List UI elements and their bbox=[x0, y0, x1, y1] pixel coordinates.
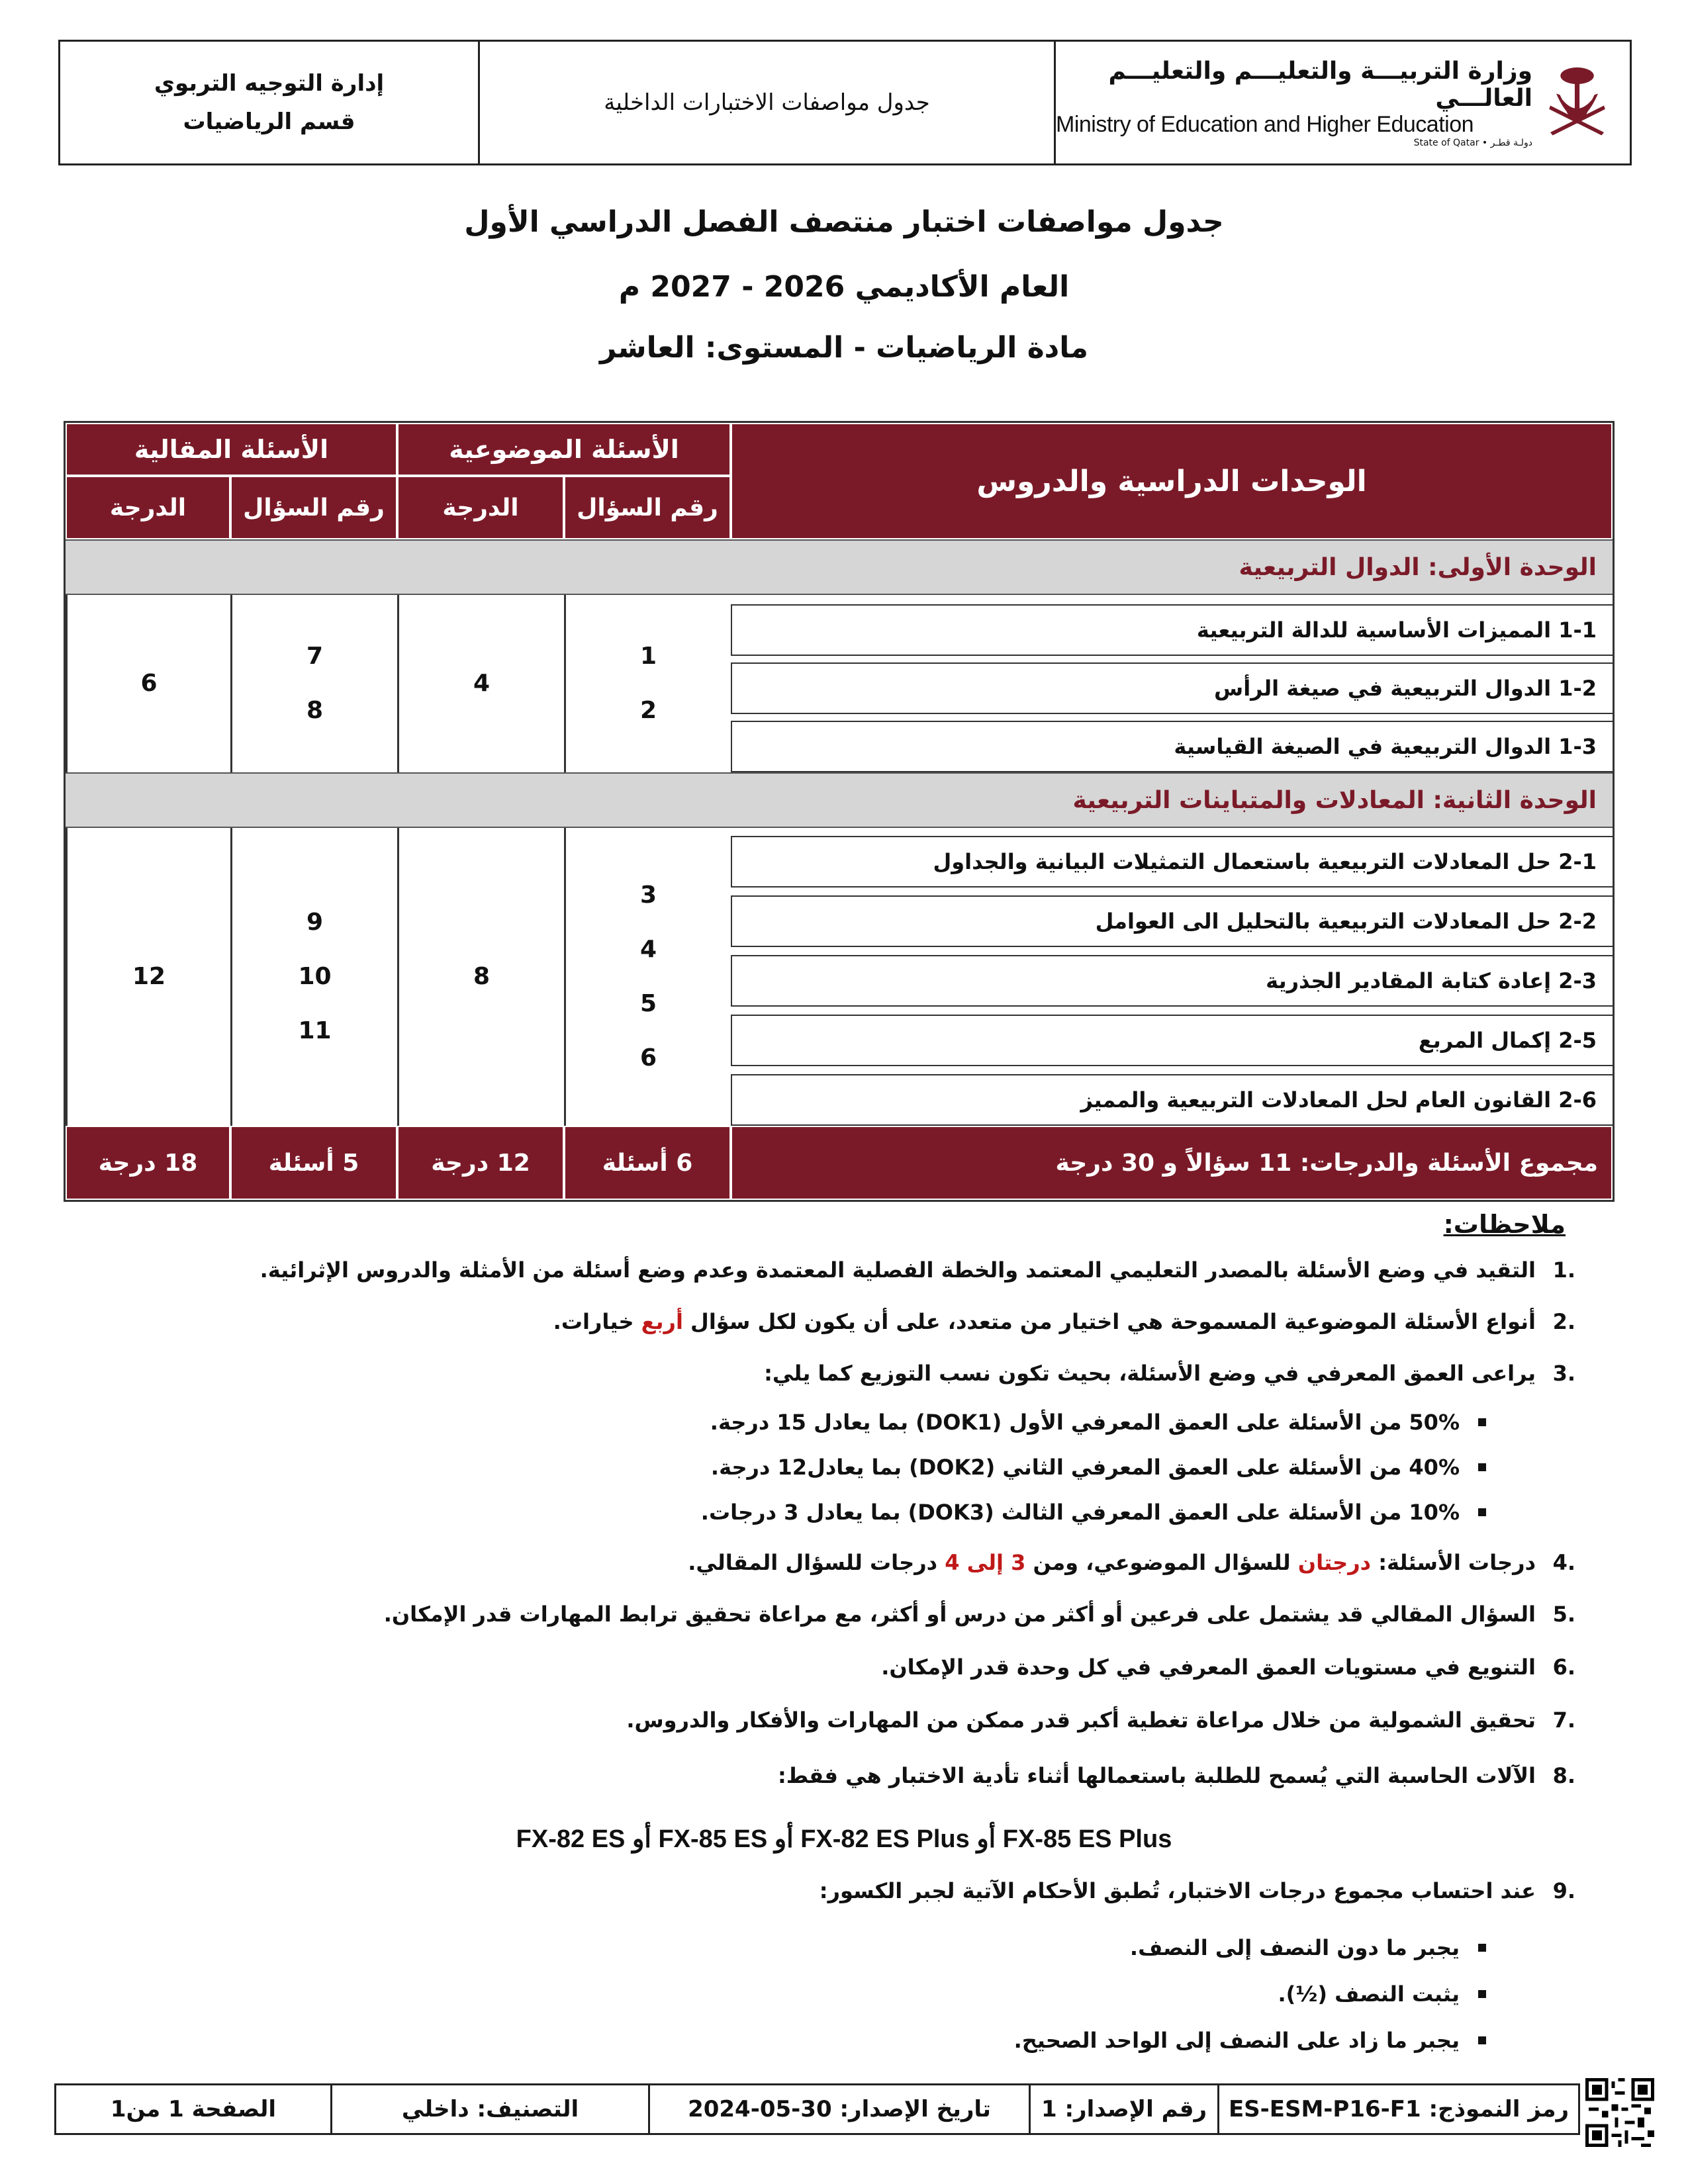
header-essay-qno: رقم السؤال bbox=[230, 476, 397, 539]
note-item: .6 التنويع في مستويات العمق المعرفي في كل وحدة قدر الإمكان. bbox=[881, 1655, 1575, 1680]
qr-code-icon bbox=[1585, 2078, 1654, 2147]
question-number: 9 bbox=[306, 909, 324, 936]
header-dept-cell bbox=[60, 42, 478, 163]
essay-grade-cell bbox=[66, 828, 230, 1126]
ministry-name-ar: وزارة التربيـــة والتعليـــم والتعليـــم العالـــي bbox=[1108, 57, 1532, 112]
question-number: 6 bbox=[639, 1044, 657, 1071]
note-item: .7 تحقيق الشمولية من خلال مراعاة تغطية أكبر قدر ممكن من المهارات والأفكار والدروس. bbox=[626, 1707, 1575, 1733]
note-item: .9 عند احتساب مجموع درجات الاختبار، تُطبق الأحكام الآتية لجبر الكسور: bbox=[819, 1878, 1575, 1903]
rounding-item: يجبر ما زاد على النصف إلى الواحد الصحيح. bbox=[1014, 2028, 1486, 2053]
question-number: 4 bbox=[639, 936, 657, 963]
version-number: رقم الإصدار: 1 bbox=[1029, 2085, 1217, 2133]
question-number: 2 bbox=[639, 697, 657, 724]
unit-title: الوحدة الأولى: الدوال التربيعية bbox=[1239, 553, 1597, 581]
lesson-item: 2-1 حل المعادلات التربيعية باستعمال التمثيلات البيانية والجداول bbox=[731, 836, 1613, 887]
form-code: رمز النموذج: ES-ESM-P16-F1 bbox=[1217, 2085, 1578, 2133]
essay-qno-cell bbox=[230, 828, 397, 1126]
objective-qno-cell bbox=[564, 828, 731, 1126]
header-objective-qno: رقم السؤال bbox=[564, 476, 731, 539]
header-objective-grade: الدرجة bbox=[397, 476, 564, 539]
lesson-item: 1-3 الدوال التربيعية في الصيغة القياسية bbox=[731, 721, 1613, 772]
header-essay-grade: الدرجة bbox=[66, 476, 230, 539]
grade-value: 8 bbox=[473, 963, 491, 990]
subject-level: مادة الرياضيات - المستوى: العاشر bbox=[599, 331, 1089, 365]
question-number: 3 bbox=[639, 882, 657, 909]
grade-value: 4 bbox=[473, 670, 491, 697]
header-essay: الأسئلة المقالية bbox=[66, 423, 397, 476]
header-title: جدول مواصفات الاختبارات الداخلية bbox=[604, 89, 930, 116]
note-item: .3 يراعى العمق المعرفي في وضع الأسئلة، بحيث تكون نسب التوزيع كما يلي: bbox=[764, 1361, 1575, 1386]
issue-date: تاريخ الإصدار: 30-05-2024 bbox=[648, 2085, 1029, 2133]
objective-total-grade: 12 درجة bbox=[397, 1126, 564, 1200]
page-number: الصفحة 1 من1 bbox=[110, 2096, 277, 2122]
lesson-item: 2-6 القانون العام لحل المعادلات التربيعية والمميز bbox=[731, 1074, 1613, 1126]
unit-row bbox=[66, 539, 1613, 595]
qatar-emblem-icon bbox=[1544, 53, 1610, 152]
note-item: .2 أنواع الأسئلة الموضوعية المسموحة هي اختيار من متعدد، على أن يكون لكل سؤال أربع خيارات. bbox=[553, 1309, 1575, 1334]
doc-title: جدول مواصفات اختبار منتصف الفصل الدراسي الأول bbox=[464, 205, 1224, 239]
note-item: .5 السؤال المقالي قد يشتمل على فرعين أو أكثر من درس أو أكثر، مع مراعاة تحقيق ترابط المهارات قدر الإمكان. bbox=[383, 1602, 1575, 1627]
unit-title: الوحدة الثانية: المعادلات والمتباينات التربيعية bbox=[1072, 786, 1597, 814]
question-number: 5 bbox=[639, 990, 657, 1017]
academic-year: العام الأكاديمي 2026 - 2027 م bbox=[618, 270, 1070, 304]
question-number: 11 bbox=[298, 1017, 332, 1044]
dept-name: إدارة التوجيه التربوي bbox=[154, 70, 385, 97]
objective-qno-cell bbox=[564, 595, 731, 772]
dok-item: 50% من الأسئلة على العمق المعرفي الأول (DOK1) بما يعادل 15 درجة. bbox=[710, 1410, 1486, 1435]
document-footer bbox=[54, 2083, 1580, 2135]
notes-title: ملاحظات: bbox=[1443, 1210, 1566, 1239]
table-header bbox=[66, 423, 1613, 539]
question-number: 8 bbox=[306, 697, 324, 724]
note-item: .8 الآلات الحاسبة التي يُسمح للطلبة باستعمالها أثناء تأدية الاختبار هي فقط: bbox=[777, 1763, 1575, 1788]
totals-row bbox=[66, 1126, 1613, 1200]
unit-body bbox=[66, 828, 1613, 1126]
unit-row bbox=[66, 772, 1613, 828]
note-item: .4 درجات الأسئلة: درجتان للسؤال الموضوعي، ومن 3 إلى 4 درجات للسؤال المقالي. bbox=[688, 1550, 1575, 1575]
note-item: .1 التقيد في وضع الأسئلة بالمصدر التعليمي المعتمد والخطة الفصلية المعتمدة وعدم وضع أسئلة من الأمثلة والدروس الإثرائية. bbox=[259, 1257, 1575, 1283]
objective-total-count: 6 أسئلة bbox=[564, 1126, 731, 1200]
ministry-logo-block bbox=[1054, 42, 1630, 163]
question-number: 1 bbox=[639, 643, 657, 670]
calculator-models: FX-82 ES أو FX-85 ES أو FX-82 ES Plus أو FX-85 ES Plus bbox=[516, 1825, 1172, 1853]
rounding-item: يثبت النصف (½). bbox=[1278, 1981, 1486, 2007]
essay-total-count: 5 أسئلة bbox=[230, 1126, 397, 1200]
dok-item: 10% من الأسئلة على العمق المعرفي الثالث (DOK3) بما يعادل 3 درجات. bbox=[701, 1500, 1486, 1525]
question-number: 10 bbox=[298, 963, 332, 990]
grade-value: 12 bbox=[132, 963, 166, 990]
lesson-item: 2-2 حل المعادلات التربيعية بالتحليل الى العوامل bbox=[731, 895, 1613, 947]
classification: التصنيف: داخلي bbox=[330, 2085, 648, 2133]
totals-label: مجموع الأسئلة والدرجات: 11 سؤالاً و 30 درجة bbox=[731, 1126, 1613, 1200]
section-name: قسم الرياضيات bbox=[183, 109, 355, 135]
dok-item: 40% من الأسئلة على العمق المعرفي الثاني (DOK2) بما يعادل12 درجة. bbox=[711, 1455, 1486, 1480]
header-units-lessons: الوحدات الدراسية والدروس bbox=[731, 423, 1613, 539]
lesson-item: 2-3 إعادة كتابة المقادير الجذرية bbox=[731, 955, 1613, 1007]
essay-grade-cell bbox=[66, 595, 230, 772]
objective-grade-cell bbox=[397, 595, 564, 772]
lesson-item: 1-2 الدوال التربيعية في صيغة الرأس bbox=[731, 662, 1613, 714]
state-label: State of Qatar • دولـة قطـر bbox=[1413, 137, 1532, 148]
lesson-item: 2-5 إكمال المربع bbox=[731, 1015, 1613, 1066]
ministry-name-en: Ministry of Education and Higher Education bbox=[1056, 111, 1474, 137]
header-objective: الأسئلة الموضوعية bbox=[397, 423, 731, 476]
lesson-item: 1-1 المميزات الأساسية للدالة التربيعية bbox=[731, 604, 1613, 656]
document-header bbox=[58, 40, 1632, 165]
essay-qno-cell bbox=[230, 595, 397, 772]
specification-table bbox=[64, 421, 1615, 1202]
objective-grade-cell bbox=[397, 828, 564, 1126]
header-center-cell bbox=[478, 42, 1054, 163]
rounding-item: يجبر ما دون النصف إلى النصف. bbox=[1130, 1935, 1486, 1960]
question-number: 7 bbox=[306, 643, 324, 670]
essay-total-grade: 18 درجة bbox=[66, 1126, 230, 1200]
unit-body bbox=[66, 595, 1613, 772]
grade-value: 6 bbox=[140, 670, 158, 697]
